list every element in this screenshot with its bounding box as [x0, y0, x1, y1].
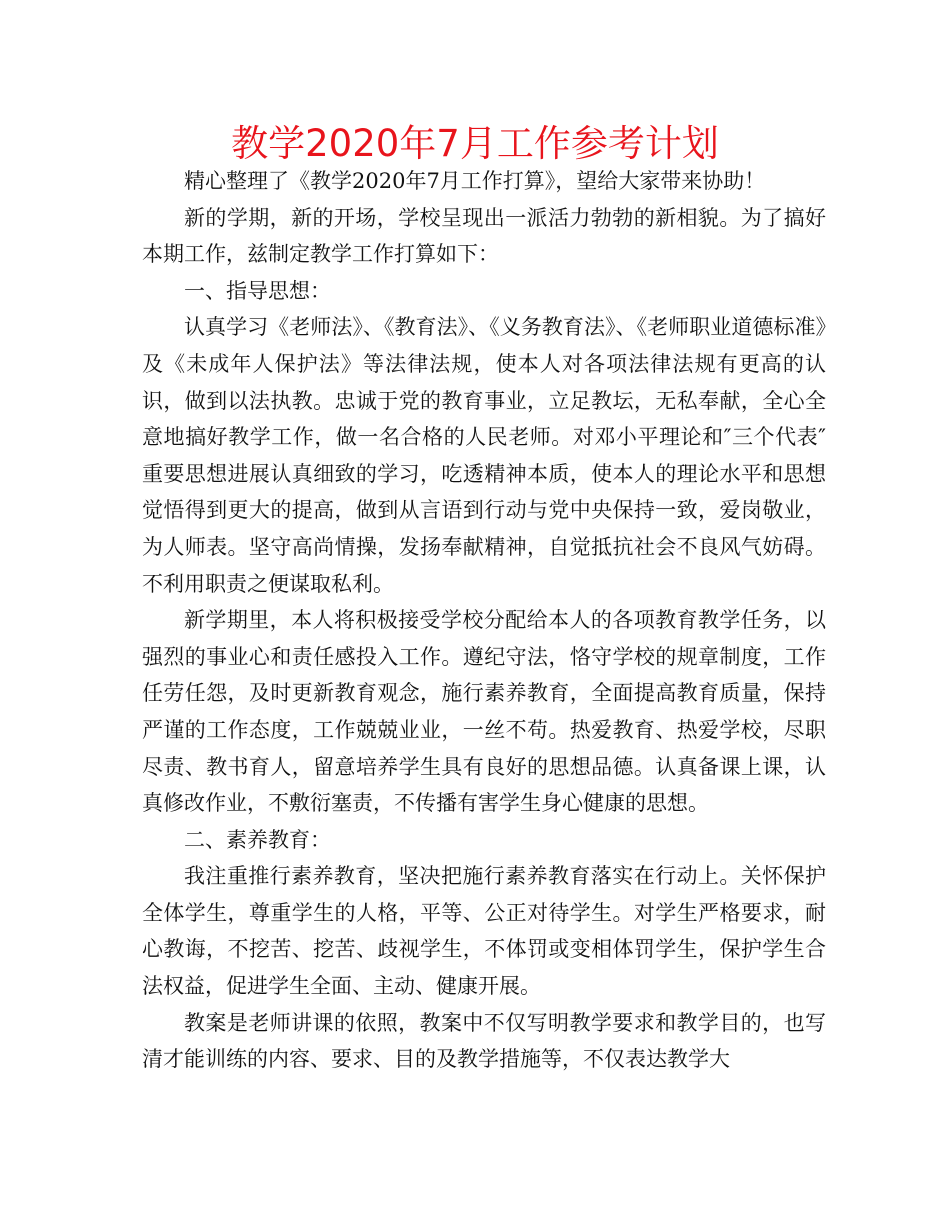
paragraph-quality-education: 我注重推行素养教育，坚决把施行素养教育落实在行动上。关怀保护全体学生，尊重学生的人格，平等、公正对待学生。对学生严格要求，耐心教诲，不挖苦、挖苦、歧视学生，不体罚或变相体罚学生，保护学生合法权益，促进学生全面、主动、健康开展。: [142, 864, 826, 999]
document-body: [142, 163, 826, 1078]
document-title: 教学2020年7月工作参考计划: [231, 122, 719, 165]
paragraph-intro: 精心整理了《教学2020年7月工作打算》，望给大家带来协助！: [184, 169, 766, 193]
paragraph-new-semester: 新学期里，本人将积极接受学校分配给本人的各项教育教学任务，以强烈的事业心和责任感投入工作。遵纪守法，恪守学校的规章制度，工作任劳任怨，及时更新教育观念，施行素养教育，全面提高教育质量，保持严谨的工作态度，工作兢兢业业，一丝不苟。热爱教育、热爱学校，尽职尽责、教书育人，留意培养学生具有良好的思想品德。认真备课上课，认真修改作业，不敷衍塞责，不传播有害学生身心健康的思想。: [142, 608, 826, 816]
paragraph-new-term: 新的学期，新的开场，学校呈现出一派活力勃勃的新相貌。为了搞好本期工作，兹制定教学工作打算如下：: [142, 205, 826, 267]
paragraph-guiding-thought: 认真学习《老师法》、《教育法》、《义务教育法》、《老师职业道德标准》及《未成年人保护法》等法律法规，使本人对各项法律法规有更高的认识，做到以法执教。忠诚于党的教育事业，立足教坛，无私奉献，全心全意地搞好教学工作，做一名合格的人民老师。对邓小平理论和″三个代表″重要思想进展认真细致的学习，吃透精神本质，使本人的理论水平和思想觉悟得到更大的提高，做到从言语到行动与党中央保持一致，爱岗敬业，为人师表。坚守高尚情操，发扬奉献精神，自觉抵抗社会不良风气妨碍。不利用职责之便谋取私利。: [142, 315, 826, 596]
paragraph-lesson-plan: 教案是老师讲课的依照，教案中不仅写明教学要求和教学目的，也写清才能训练的内容、要求、目的及教学措施等，不仅表达教学大: [142, 1010, 826, 1072]
section-heading-guiding-thought: 一、指导思想：: [184, 278, 331, 303]
section-heading-quality-education: 二、素养教育：: [184, 827, 331, 852]
